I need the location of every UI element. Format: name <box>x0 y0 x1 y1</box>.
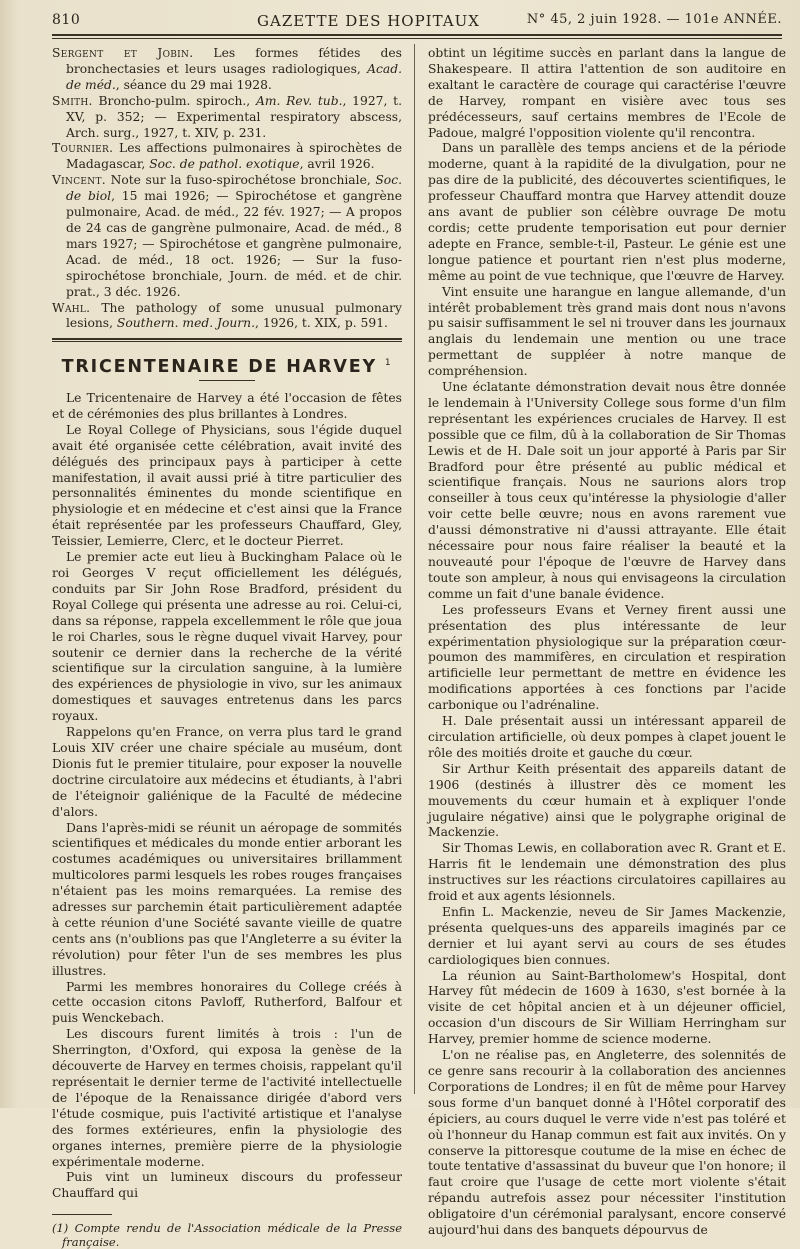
article-body-left <box>52 391 402 1202</box>
article-body-right <box>428 46 786 1239</box>
paragraph: Parmi les membres honoraires du College créés à cette occasion citons Pavloff, Rutherford, Balfour et puis Wenckebach. <box>52 979 402 1026</box>
reference-item: Sergent et Jobin. Les formes fétides des bronchectasies et leurs usages radiologiques, Acad. de méd., séance du 29 mai 1928. <box>52 46 402 92</box>
paragraph: Les discours furent limités à trois : l'un de Sherrington, d'Oxford, qui exposa la genèse de la découverte de Harvey en termes choisis, rappelant qu'il représentait le dernier terme de l'activité intellectuelle de l'époque de la Renaissance dirigée d'abord vers l'étude cosmique, puis l'activité artistique et l'analyse des formes extérieures, enfin la physiologie des organes internes, première pierre de la physiologie expérimentale moderne. <box>52 1027 402 1169</box>
footnote-rule <box>52 1214 112 1215</box>
paragraph: La réunion au Saint-Bartholomew's Hospital, dont Harvey fût médecin de 1609 à 1630, s'est bornée à la visite de cet hôpital ancien et à un déjeuner officiel, occasion d'un discours de Sir William Herringham sur Harvey, premier homme de science moderne. <box>428 968 786 1047</box>
column-divider <box>414 44 415 1094</box>
reference-item: Smith. Broncho-pulm. spiroch., Am. Rev. tub., 1927, t. XV, p. 352; — Experimental respiratory abscess, Arch. surg., 1927, t. XIV, p. 231. <box>52 93 402 140</box>
paragraph: Rappelons qu'en France, on verra plus tard le grand Louis XIV créer une chaire spéciale au muséum, dont Dionis fut le premier titulaire, pour exposer la nouvelle doctrine circulatoire aux médecins et étudiants, à l'abri de l'éteignoir galiénique de la Faculté de médecine d'alors. <box>52 725 402 819</box>
header-rule <box>52 34 782 39</box>
page-number: 810 <box>52 12 81 28</box>
article-title: TRICENTENAIRE DE HARVEY $^1$ <box>61 357 393 378</box>
journal-title: GAZETTE DES HOPITAUX <box>257 12 480 30</box>
paragraph: Sir Arthur Keith présentait des appareils datant de 1906 (destinés à illustrer dès ce moment les mouvements du cœur humain et à expliquer l'onde jugulaire négative) ainsi que le polygraphe original de Mackenzie. <box>428 761 786 840</box>
paragraph: Dans l'après-midi se réunit un aéropage de sommités scientifiques et médicales du monde entier arborant les costumes académiques ou universitaires brillamment multicolores parmi lesquels les robes rouges françaises n'étaient pas les moins remarquées. La remise des adresses sur parchemin était particulièrement adaptée à cette réunion d'une Société savante vieille de quatre cents ans (n'oublions pas que l'Angleterre a su éviter la révolution) pour fêter l'un de ses membres les plus illustres. <box>52 820 402 978</box>
paragraph: Les professeurs Evans et Verney firent aussi une présentation des plus intéressante de leur expérimentation physiologique sur la préparation cœur-poumon des mammifères, en circulation et respiration artificielle leur permettant de mettre en évidence les modifications apportées à ces fonctions par l'acide carbonique ou l'adrénaline. <box>428 602 786 713</box>
left-column <box>52 46 402 1249</box>
paragraph: Puis vint un lumineux discours du professeur Chauffard qui <box>52 1170 402 1201</box>
paragraph: obtint un légitime succès en parlant dans la langue de Shakespeare. Il attira l'attention de son auditoire en exaltant le caractère de courage qui caractérise l'œuvre de Harvey, rompant en visière avec tous ses prédécesseurs, sauf certains membres de l'Ecole de Padoue, malgré l'opposition violente qu'il rencontra. <box>428 46 786 140</box>
reference-list <box>52 46 402 332</box>
title-footnote-mark: 1 <box>384 358 393 369</box>
reference-item: Wahl. The pathology of some unusual pulmonary lesions, Southern. med. Journ., 1926, t. XIX, p. 591. <box>52 300 402 331</box>
issue-info: N° 45, 2 juin 1928. — 101e ANNÉE. <box>526 12 782 27</box>
right-column <box>428 46 786 1239</box>
paragraph: Le premier acte eut lieu à Buckingham Palace où le roi Georges V reçut officiellement les délégués, conduits par Sir John Rose Bradford, président du Royal College qui présenta une adresse au roi. Celui-ci, dans sa réponse, rappela excellemment le rôle que joua le roi Charles, sous le règne duquel vivait Harvey, pour soutenir ce dernier dans la recherche de la vérité scientifique sur la circulation sanguine, à la lumière des expériences de physiologie in vivo, sur les animaux domestiques et sauvages entretenus dans les parcs royaux. <box>52 550 402 724</box>
paragraph: Dans un parallèle des temps anciens et de la période moderne, quant à la rapidité de la divulgation, pour ne pas dire de la publicité, des découvertes scientifiques, le professeur Chauffard montra que Harvey attendit douze ans avant de publier son célèbre ouvrage De motu cordis; cette prudente temporisation eut pour dernier adepte en France, semble-t-il, Pasteur. Le génie est une longue patience et pourtant rien n'est plus moderne, même au point de vue technique, que l'œuvre de Harvey. <box>428 141 786 283</box>
page-header <box>52 10 782 36</box>
paragraph: Une éclatante démonstration devait nous être donnée le lendemain à l'University College sous forme d'un film représentant les expériences cruciales de Harvey. Il est possible que ce film, dû à la collaboration de Sir Thomas Lewis et de H. Dale soit un jour apporté à Paris par Sir Bradford pour être présenté au public médical et scientifique français. Nous ne saurions alors trop conseiller à tous ceux qu'intéresse la physiologie d'aller voir cette belle œuvre; nous en avons rarement vue d'aussi démonstrative ni d'aussi attrayante. Elle était nécessaire pour nous faire réaliser la beauté et la nouveauté pour l'époque de l'œuvre de Harvey dans toute son ampleur, à nous qui envisageons la circulation comme un fait d'une banale évidence. <box>428 380 786 601</box>
paragraph: Le Tricentenaire de Harvey a été l'occasion de fêtes et de cérémonies des plus brillantes à Londres. <box>52 391 402 421</box>
paragraph: Le Royal College of Physicians, sous l'égide duquel avait été organisée cette célébration, avait invité des délégués des principaux pays à participer à cette manifestation, il avait aussi prié à titre particulier des personnalités éminentes du monde scientifique en physiologie et en médecine et c'est ainsi que la France était représentée par les professeurs Chauffard, Gley, Teissier, Lemierre, Clerc, et le docteur Pierret. <box>52 422 402 549</box>
reference-item: Vincent. Note sur la fuso-spirochétose bronchiale, Soc. de biol, 15 mai 1926; — Spirochétose et gangrène pulmonaire, Acad. de méd., 22 fév. 1927; — A propos de 24 cas de gangrène pulmonaire, Acad. de méd., 8 mars 1927; — Spirochétose et gangrène pulmonaire, Acad. de méd., 18 oct. 1926; — Sur la fuso-spirochétose bronchiale, Journ. de méd. et de chir. prat., 3 déc. 1926. <box>52 173 402 299</box>
paragraph: L'on ne réalise pas, en Angleterre, des solennités de ce genre sans recourir à la collaboration des anciennes Corporations de Londres; il en fût de même pour Harvey sous forme d'un banquet donné à l'Hôtel corporatif des épiciers, au cours duquel le verre vide n'est pas toléré et où l'honneur du Hanap commun est fait aux invités. On y conserve la pittoresque coutume de la mise en échec de toute tentative d'assassinat du buveur que l'on honore; il faut croire que l'usage de cette mort violente s'était répandu autrefois assez pour nécessiter l'institution obligatoire d'un cérémonial paralysant, encore conservé aujourd'hui dans des banquets dépourvus de <box>428 1048 786 1238</box>
paragraph: H. Dale présentait aussi un intéressant appareil de circulation artificielle, où deux pompes à clapet jouent le rôle des moitiés droite et gauche du cœur. <box>428 714 786 760</box>
reference-item: Tournier. Les affections pulmonaires à spirochètes de Madagascar, Soc. de pathol. exotique, avril 1926. <box>52 141 402 172</box>
title-ornament <box>199 380 255 381</box>
paragraph: Sir Thomas Lewis, en collaboration avec R. Grant et E. Harris fit le lendemain une démonstration des plus instructives sur les réactions circulatoires capillaires au froid et aux agents lésionnels. <box>428 841 786 904</box>
section-rule <box>52 338 402 342</box>
paragraph: Vint ensuite une harangue en langue allemande, d'un intérêt probablement très grand mais dont nous n'avons pu saisir suffisamment le sel ni trouver dans les journaux anglais du lendemain une mention ou une trace permettant de suppléer à notre manque de compréhension. <box>428 284 786 379</box>
paragraph: Enfin L. Mackenzie, neveu de Sir James Mackenzie, présenta quelques-uns des appareils imaginés par ce dernier et lui ayant servi au cours de ses études cardiologiques bien connues. <box>428 904 786 967</box>
footnote: (1) Compte rendu de l'Association médicale de la Presse française. <box>52 1221 402 1249</box>
